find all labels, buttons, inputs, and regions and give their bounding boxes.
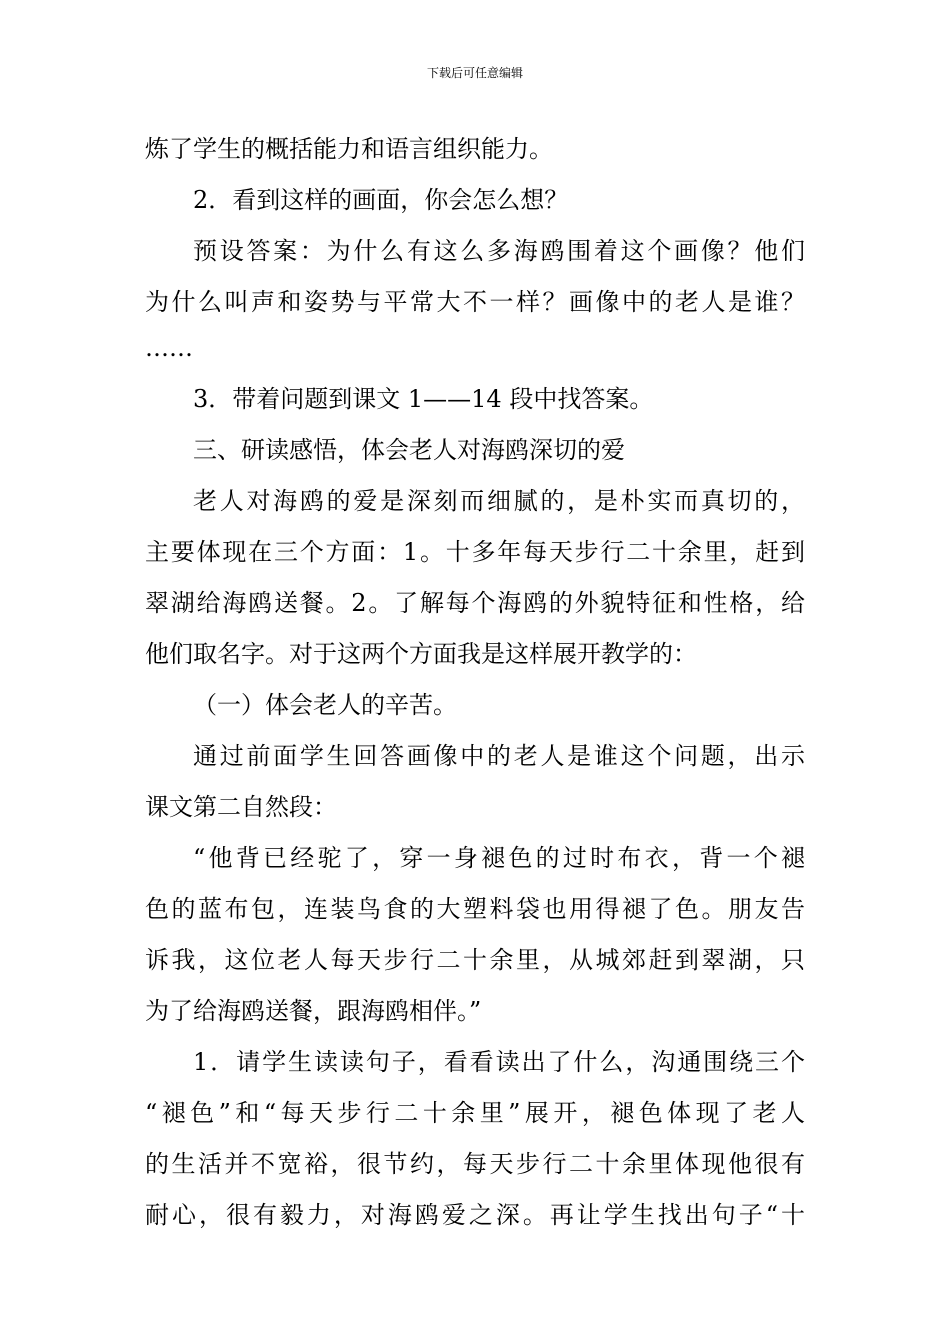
text-line: 的生活并不宽裕，很节约，每天步行二十余里体现他很有	[145, 1150, 805, 1178]
text-line: 3．带着问题到课文 1——14 段中找答案。	[193, 385, 654, 413]
quote-line: 为了给海鸥送餐，跟海鸥相伴。”	[145, 997, 482, 1025]
text-line: 课文第二自然段：	[145, 793, 337, 821]
text-line: ……	[145, 334, 193, 362]
text-line: 通过前面学生回答画像中的老人是谁这个问题，出示	[193, 742, 805, 770]
text-line: 2．看到这样的画面，你会怎么想？	[193, 186, 569, 214]
quote-line: 色的蓝布包，连装鸟食的大塑料袋也用得褪了色。朋友告	[145, 895, 805, 923]
page-header: 下载后可任意编辑	[426, 66, 523, 80]
text-line: 主要体现在三个方面：1。十多年每天步行二十余里，赶到	[145, 538, 805, 566]
text-line: 为什么叫声和姿势与平常大不一样？画像中的老人是谁？	[145, 288, 805, 316]
text-line: “褪色”和“每天步行二十余里”展开，褪色体现了老人	[145, 1099, 805, 1127]
text-line: 翠湖给海鸥送餐。2。了解每个海鸥的外貌特征和性格，给	[145, 589, 805, 617]
quote-line: 诉我，这位老人每天步行二十余里，从城郊赶到翠湖，只	[145, 946, 805, 974]
text-line: 预设答案：为什么有这么多海鸥围着这个画像？他们	[193, 237, 805, 265]
text-line: 炼了学生的概括能力和语言组织能力。	[145, 135, 553, 163]
quote-line: “他背已经驼了，穿一身褪色的过时布衣，背一个褪	[193, 844, 805, 872]
section-heading: 三、研读感悟，体会老人对海鸥深切的爱	[193, 436, 625, 464]
text-line: 老人对海鸥的爱是深刻而细腻的，是朴实而真切的，	[193, 487, 805, 515]
text-line: 耐心，很有毅力，对海鸥爱之深。再让学生找出句子“十	[145, 1201, 805, 1229]
subsection-heading: （一）体会老人的辛苦。	[193, 691, 457, 719]
text-line: 他们取名字。对于这两个方面我是这样展开教学的：	[145, 640, 697, 668]
text-line: 1．请学生读读句子，看看读出了什么，沟通围绕三个	[193, 1048, 805, 1076]
